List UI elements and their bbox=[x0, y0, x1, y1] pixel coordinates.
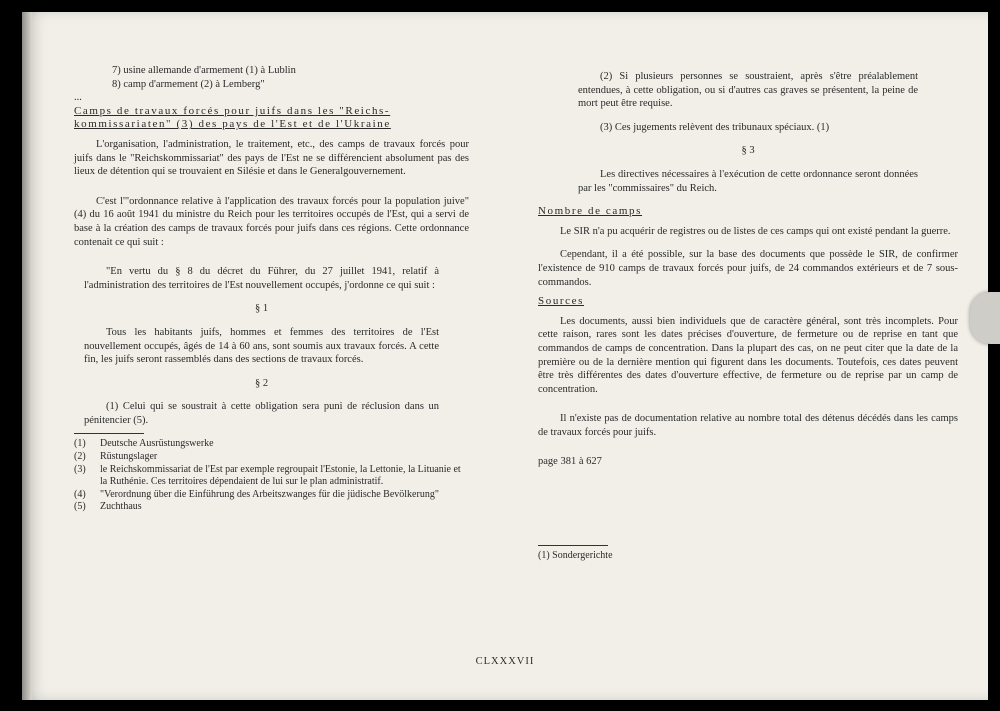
page-tab bbox=[970, 292, 1000, 344]
quote-paragraph: Tous les habitants juifs, hommes et femmes des territoires de l'Est nouvellement occupés, âgés de 14 à 60 ans, sont soumis aux travaux forcés. A cette fin, les juifs seront rassemblés dans des sections de travaux forcés. bbox=[84, 326, 439, 366]
section-heading: Camps de travaux forcés pour juifs dans les "Reichs- bbox=[74, 104, 391, 117]
list-item: 7) usine allemande d'armement (1) à Lublin bbox=[112, 65, 296, 76]
footnote: (4) "Verordnung über die Einführung des Arbeitszwanges für die jüdische Bevölkerung" bbox=[74, 488, 439, 500]
paragraph: Le SIR n'a pu acquérir de registres ou de listes de ces camps qui ont existé pendant la guerre. bbox=[560, 225, 951, 237]
document-page bbox=[22, 12, 988, 700]
footnote: (5) Zuchthaus bbox=[74, 501, 142, 513]
quote-paragraph: (3) Ces jugements relèvent des tribunaux spéciaux. (1) bbox=[600, 121, 830, 133]
quote-paragraph: "En vertu du § 8 du décret du Führer, du 27 juillet 1941, relatif à l'administration des territoires de l'Est nouvellement occupés, j'ordonne ce qui suit : bbox=[84, 266, 439, 291]
quote-paragraph: (1) Celui qui se soustrait à cette obligation sera puni de réclusion dans un pénitencier (5). bbox=[84, 401, 439, 426]
footnotes bbox=[74, 438, 469, 514]
footnote: (2) Rüstungslager bbox=[74, 451, 158, 463]
list-ellipsis: ... bbox=[74, 92, 82, 104]
quote-paragraph: Les directives nécessaires à l'exécution de cette ordonnance seront données par les "commissaires" du Reich. bbox=[578, 168, 918, 194]
paragraph: L'organisation, l'administration, le traitement, etc., des camps de travaux forcés pour juifs dans le "Reichskommissariat" des pays de l'Est ne se différencient absolument pas des lieux de détention qui se trouvaient en Silésie et dans le Generalgouvernement. bbox=[74, 138, 469, 178]
footnote: (3) le Reichskommissariat de l'Est par exemple regroupait l'Estonie, la Lettonie, la Lituanie et la Ruthénie. Ces territoires dépendaient de lui sur le plan administratif. bbox=[74, 463, 461, 488]
footnote-rule bbox=[74, 433, 144, 434]
left-column bbox=[74, 64, 469, 514]
binding-spine bbox=[22, 12, 32, 700]
footnote: (1) Sondergerichte bbox=[538, 550, 613, 562]
paragraph: Cependant, il a été possible, sur la base des documents que possède le SIR, de confirmer l'existence de 910 camps de travaux forcés pour juifs, de 24 commandos extérieurs et de 7 sous-commandos. bbox=[538, 249, 958, 288]
list-item: 8) camp d'armement (2) à Lemberg" bbox=[112, 78, 265, 90]
footnote-rule bbox=[538, 545, 608, 546]
page-number: CLXXXVII bbox=[475, 656, 535, 667]
paragraph: C'est l'"ordonnance relative à l'application des travaux forcés pour la population juive" (4) du 16 août 1941 du ministre du Reich pour les territoires occupés de l'Est, qui a servi de base à la création des camps de travaux forcés pour juifs dans ces régions. Cette ordonnance contenait ce qui suit : bbox=[74, 195, 469, 248]
section-heading: kommissariaten" (3) des pays de l'Est et de l'Ukraine bbox=[74, 118, 391, 131]
section-heading: Nombre de camps bbox=[538, 205, 643, 218]
section-number: § 2 bbox=[254, 377, 269, 389]
quote-paragraph: (2) Si plusieurs personnes se soustraient, après s'être préalablement entendues, à cette obligation, ou si d'autres cas graves se présentent, la peine de mort peut être requise. bbox=[578, 71, 918, 110]
section-heading: Sources bbox=[538, 295, 585, 308]
footnote: (1) Deutsche Ausrüstungswerke bbox=[74, 438, 214, 450]
section-number: § 1 bbox=[254, 303, 269, 315]
section-number: § 3 bbox=[741, 145, 755, 157]
paragraph: Les documents, aussi bien individuels que de caractère général, sont très incomplets. Pour cette raison, rares sont les dates précises d'ouverture, de fermeture ou de reprise en tant que commandos de camps de concentration. Dans la plupart des cas, on ne peut citer que la date de la première ou de la dernière mention qui figurent dans les documents. Toutefois, ces dates peuvent être très différentes des dates d'ouverture effective, de fermeture ou de reprise par un camp de concentration. bbox=[538, 315, 958, 395]
paragraph: Il n'existe pas de documentation relative au nombre total des détenus décédés dans les camps de travaux forcés pour juifs. bbox=[538, 413, 958, 438]
page-reference: page 381 à 627 bbox=[538, 456, 602, 468]
right-column bbox=[538, 70, 958, 563]
